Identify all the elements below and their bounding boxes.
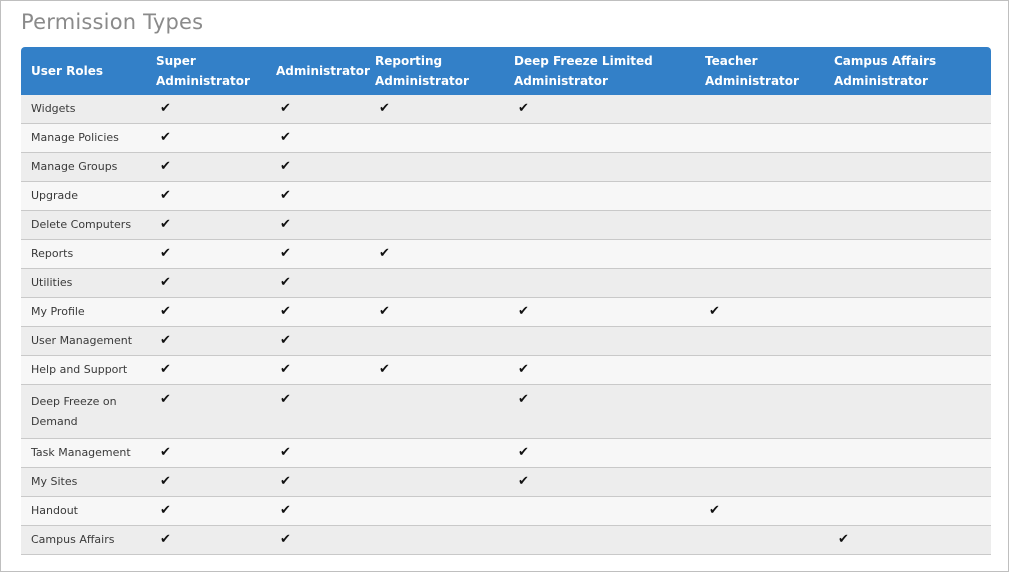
permission-cell: [695, 298, 824, 327]
permission-cell: [146, 124, 266, 153]
permission-label: Help and Support: [21, 356, 146, 385]
check-icon: ✔: [280, 101, 291, 116]
permission-cell: [824, 240, 991, 269]
check-icon: ✔: [379, 101, 390, 116]
check-icon: ✔: [160, 246, 171, 261]
permission-cell: [824, 327, 991, 356]
check-icon: ✔: [160, 474, 171, 489]
permission-cell: [504, 269, 695, 298]
check-icon: ✔: [518, 392, 529, 407]
permission-cell: [365, 526, 504, 555]
permission-cell: [504, 439, 695, 468]
permission-label: Utilities: [21, 269, 146, 298]
permission-cell: [365, 385, 504, 439]
permission-cell: [266, 211, 365, 240]
check-icon: ✔: [518, 445, 529, 460]
table-row: [21, 356, 991, 385]
check-icon: ✔: [280, 474, 291, 489]
permission-cell: [695, 124, 824, 153]
permission-cell: [504, 497, 695, 526]
permission-cell: [146, 356, 266, 385]
permission-cell: [146, 269, 266, 298]
check-icon: ✔: [280, 159, 291, 174]
permission-cell: [824, 356, 991, 385]
permission-label: My Sites: [21, 468, 146, 497]
check-icon: ✔: [280, 217, 291, 232]
column-header-role: Campus Affairs Administrator: [824, 47, 991, 95]
permission-cell: [695, 327, 824, 356]
check-icon: ✔: [379, 304, 390, 319]
permission-cell: [146, 327, 266, 356]
column-header-role: Super Administrator: [146, 47, 266, 95]
column-header-role: Administrator: [266, 47, 365, 95]
table-row: [21, 385, 991, 439]
column-header-role: Deep Freeze Limited Administrator: [504, 47, 695, 95]
table-row: [21, 497, 991, 526]
table-row: [21, 439, 991, 468]
permission-label: Campus Affairs: [21, 526, 146, 555]
table-row: [21, 153, 991, 182]
check-icon: ✔: [160, 101, 171, 116]
table-row: [21, 211, 991, 240]
table-row: [21, 327, 991, 356]
permission-label: Deep Freeze on Demand: [21, 385, 146, 439]
permission-cell: [146, 497, 266, 526]
permission-cell: [365, 298, 504, 327]
permission-cell: [365, 497, 504, 526]
permission-cell: [824, 385, 991, 439]
check-icon: ✔: [160, 503, 171, 518]
permissions-table: [21, 47, 991, 555]
table-row: [21, 240, 991, 269]
permission-cell: [266, 153, 365, 182]
permission-cell: [146, 153, 266, 182]
permission-cell: [266, 240, 365, 269]
permission-cell: [266, 269, 365, 298]
permission-cell: [365, 124, 504, 153]
permission-cell: [365, 182, 504, 211]
permission-cell: [146, 439, 266, 468]
check-icon: ✔: [160, 159, 171, 174]
check-icon: ✔: [709, 304, 720, 319]
check-icon: ✔: [280, 362, 291, 377]
check-icon: ✔: [160, 304, 171, 319]
permission-cell: [695, 385, 824, 439]
permission-cell: [504, 182, 695, 211]
permission-label: Handout: [21, 497, 146, 526]
permission-cell: [146, 298, 266, 327]
check-icon: ✔: [160, 275, 171, 290]
permission-cell: [266, 124, 365, 153]
permission-cell: [504, 526, 695, 555]
check-icon: ✔: [280, 188, 291, 203]
column-header-role: Teacher Administrator: [695, 47, 824, 95]
check-icon: ✔: [280, 304, 291, 319]
table-body: [21, 95, 991, 555]
permission-cell: [824, 124, 991, 153]
permission-cell: [824, 497, 991, 526]
check-icon: ✔: [160, 362, 171, 377]
check-icon: ✔: [280, 333, 291, 348]
page-title: Permission Types: [21, 10, 204, 34]
column-header-user-roles: User Roles: [21, 47, 146, 95]
check-icon: ✔: [280, 275, 291, 290]
table-row: [21, 298, 991, 327]
check-icon: ✔: [709, 503, 720, 518]
permission-cell: [695, 526, 824, 555]
permission-cell: [695, 240, 824, 269]
permission-cell: [266, 497, 365, 526]
check-icon: ✔: [280, 532, 291, 547]
permission-cell: [365, 327, 504, 356]
permission-cell: [504, 298, 695, 327]
check-icon: ✔: [518, 474, 529, 489]
permission-label: User Management: [21, 327, 146, 356]
permission-label: Task Management: [21, 439, 146, 468]
table-row: [21, 124, 991, 153]
permission-label: My Profile: [21, 298, 146, 327]
column-header-role: Reporting Administrator: [365, 47, 504, 95]
permission-cell: [824, 526, 991, 555]
permission-cell: [504, 356, 695, 385]
permission-cell: [695, 269, 824, 298]
permission-cell: [266, 468, 365, 497]
check-icon: ✔: [160, 217, 171, 232]
permission-cell: [695, 497, 824, 526]
permission-cell: [504, 385, 695, 439]
permission-cell: [146, 385, 266, 439]
permission-cell: [504, 327, 695, 356]
permission-cell: [146, 211, 266, 240]
permission-cell: [695, 153, 824, 182]
check-icon: ✔: [518, 362, 529, 377]
permission-cell: [365, 153, 504, 182]
check-icon: ✔: [160, 445, 171, 460]
check-icon: ✔: [280, 246, 291, 261]
permission-label: Manage Policies: [21, 124, 146, 153]
check-icon: ✔: [160, 392, 171, 407]
permission-cell: [365, 356, 504, 385]
permission-label: Reports: [21, 240, 146, 269]
check-icon: ✔: [379, 362, 390, 377]
permission-label: Widgets: [21, 95, 146, 124]
check-icon: ✔: [280, 503, 291, 518]
table-row: [21, 468, 991, 497]
permission-cell: [824, 153, 991, 182]
permission-label: Manage Groups: [21, 153, 146, 182]
permission-cell: [824, 298, 991, 327]
permission-cell: [824, 269, 991, 298]
permission-cell: [824, 95, 991, 124]
check-icon: ✔: [280, 130, 291, 145]
permission-label: Upgrade: [21, 182, 146, 211]
check-icon: ✔: [280, 445, 291, 460]
permission-cell: [824, 439, 991, 468]
permission-cell: [266, 439, 365, 468]
permission-cell: [695, 439, 824, 468]
permission-cell: [504, 124, 695, 153]
permission-cell: [365, 95, 504, 124]
permission-cell: [266, 327, 365, 356]
permission-cell: [695, 95, 824, 124]
permission-cell: [365, 240, 504, 269]
permission-cell: [695, 211, 824, 240]
permission-cell: [695, 468, 824, 497]
table-row: [21, 269, 991, 298]
permission-cell: [365, 269, 504, 298]
permission-cell: [266, 526, 365, 555]
permission-cell: [266, 385, 365, 439]
permission-cell: [504, 211, 695, 240]
permission-cell: [504, 153, 695, 182]
check-icon: ✔: [518, 304, 529, 319]
check-icon: ✔: [160, 532, 171, 547]
check-icon: ✔: [838, 532, 849, 547]
permission-cell: [266, 95, 365, 124]
permission-cell: [146, 182, 266, 211]
table-row: [21, 526, 991, 555]
permission-cell: [504, 95, 695, 124]
permission-cell: [365, 468, 504, 497]
check-icon: ✔: [160, 130, 171, 145]
permission-cell: [695, 182, 824, 211]
permission-cell: [824, 468, 991, 497]
permission-cell: [504, 468, 695, 497]
permission-label: Delete Computers: [21, 211, 146, 240]
permission-cell: [146, 526, 266, 555]
check-icon: ✔: [518, 101, 529, 116]
permission-cell: [146, 95, 266, 124]
permission-cell: [365, 439, 504, 468]
table-header-row: [21, 47, 991, 95]
permission-cell: [266, 298, 365, 327]
permission-cell: [824, 211, 991, 240]
permission-cell: [146, 468, 266, 497]
permission-cell: [504, 240, 695, 269]
permission-cell: [266, 182, 365, 211]
permission-cell: [266, 356, 365, 385]
table-row: [21, 95, 991, 124]
permission-cell: [146, 240, 266, 269]
check-icon: ✔: [280, 392, 291, 407]
permission-cell: [365, 211, 504, 240]
check-icon: ✔: [160, 188, 171, 203]
permission-cell: [695, 356, 824, 385]
table-row: [21, 182, 991, 211]
check-icon: ✔: [379, 246, 390, 261]
check-icon: ✔: [160, 333, 171, 348]
permission-cell: [824, 182, 991, 211]
